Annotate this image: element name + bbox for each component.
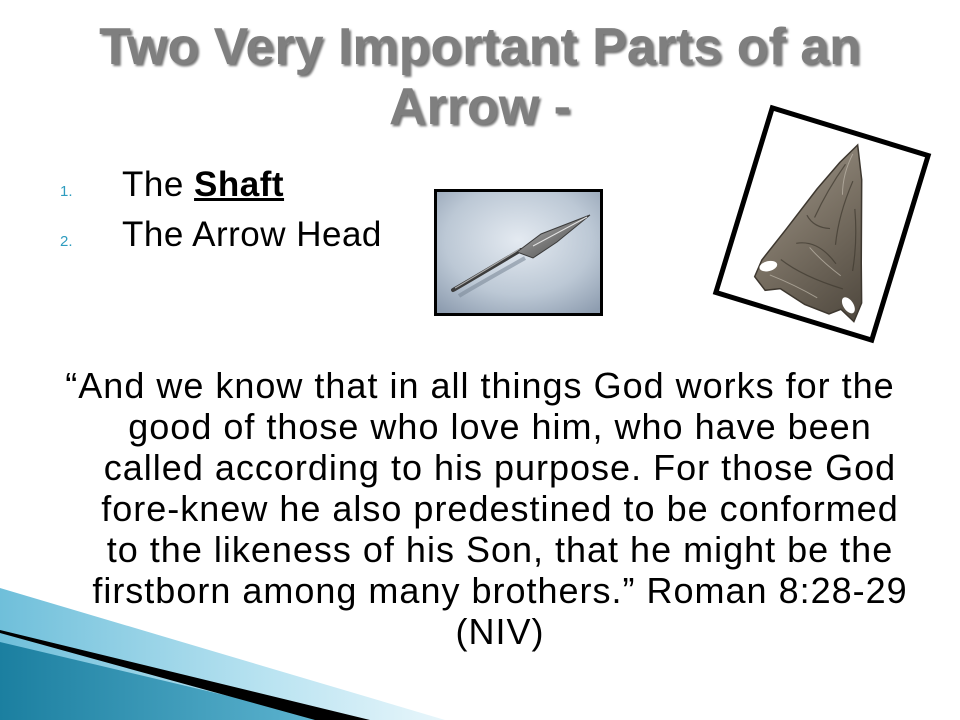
flint-arrowhead-image <box>719 111 925 337</box>
metal-arrowhead-image <box>437 192 600 313</box>
quote-line: good of those who love him, who have been <box>128 406 872 447</box>
list-item-label <box>122 160 284 210</box>
list-number: 2. <box>60 233 73 250</box>
quote-line: to the likeness of his Son, that he might be the <box>106 529 894 570</box>
list-item-label: The Arrow Head <box>122 215 382 254</box>
flint-arrowhead-photo <box>713 105 932 343</box>
numbered-list <box>56 160 382 260</box>
quote-line: “And we know that in all things God works for the <box>65 365 895 406</box>
quote-line: firstborn among many brothers.” Roman 8:28-29 <box>92 570 908 611</box>
quote-line: fore-knew he also predestined to be conformed <box>101 488 899 529</box>
list-item <box>56 160 382 210</box>
metal-arrowhead-photo <box>434 189 603 316</box>
list-number: 1. <box>60 183 73 200</box>
corner-decoration <box>0 580 460 720</box>
list-item-prefix: The <box>122 165 184 204</box>
quote-citation: (NIV) <box>455 611 545 652</box>
list-item-emphasis: Shaft <box>194 165 285 204</box>
list-item <box>56 210 382 260</box>
slide-title-line: Two Very Important Parts of an <box>99 18 861 76</box>
slide-title-line: Arrow - <box>389 78 571 136</box>
quote-line: called according to his purpose. For those God <box>103 447 897 488</box>
